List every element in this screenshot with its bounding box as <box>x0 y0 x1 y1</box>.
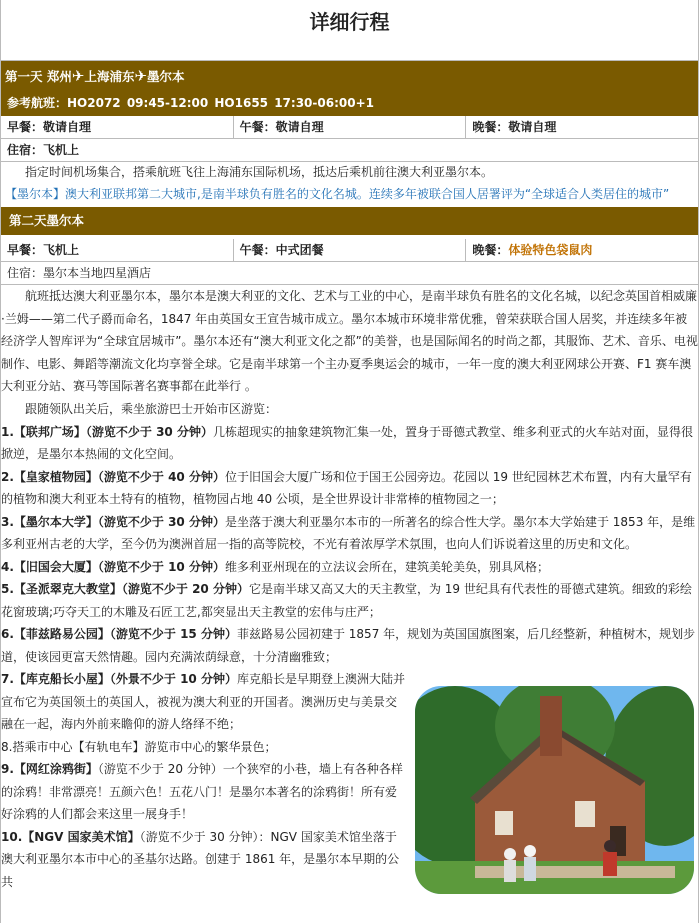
flight-info: 参考航班：HO2072 09:45-12:00 HO1655 17:30-06:00+1 <box>1 91 698 116</box>
list-item: 10.【NGV 国家美术馆】（游览不少于 30 分钟）：NGV 国家美术馆坐落于澳大利亚墨尔本市中心的圣基尔达路。创建于 1861 年，是墨尔本早期的公共 <box>1 829 400 889</box>
day2-dinner-value: 体验特色袋鼠肉 <box>508 243 593 257</box>
cottage-photo <box>415 686 694 894</box>
list-item: 2.【皇家植物园】（游览不少于 40 分钟）位于旧国会大厦广场和位于国王公园旁边。花园以 19 世纪园林艺术布置，内有大量罕有的植物和澳大利亚本土特有的植物，植物园占地 40 公顷，是全世界设计非常棒的植物园之一； <box>1 469 692 507</box>
list-item: 7.【库克船长小屋】（外景不少于 10 分钟）库克船长是早期登上澳洲大陆并宣布它为英国领土的英国人，被视为澳大利亚的开国者。澳洲历史与美景交融在一起，海内外前来瞻仰的游人络绎不绝； <box>1 672 405 732</box>
day1-stay: 住宿：飞机上 <box>1 139 698 162</box>
day2-header: 第二天墨尔本 <box>1 207 698 235</box>
day1-description: 指定时间机场集合，搭乘航班飞往上海浦东国际机场，抵达后乘机前往澳大利亚墨尔本。 <box>25 165 494 179</box>
list-item: 4.【旧国会大厦】（游览不少于 10 分钟）维多利亚州现在的立法议会所在，建筑美轮美奂，别具风格； <box>1 559 549 574</box>
day2-lead: 跟随领队出关后，乘坐旅游巴士开始市区游览： <box>25 401 278 416</box>
day2-dinner <box>466 239 698 261</box>
day2-breakfast: 早餐：飞机上 <box>1 239 234 261</box>
day2-intro: 航班抵达澳大利亚墨尔本，墨尔本是澳大利亚的文化、艺术与工业的中心，是南半球负有胜名的文化名城，以纪念英国首相威廉·兰姆——第二代子爵而命名，1847 年由英国女王宣告城市成立。墨尔本城市环境非常优雅，曾荣获联合国人居奖，并连续多年被经济学人智库评为“全球宜居城市”。墨尔本还有“澳大利亚文化之都”的美誉，也是国际闻名的时尚之都，其服饰、艺术、音乐、电视制作、电影、舞蹈等潮流文化均享誉全球。它是南半球第一个主办夏季奥运会的城市，一年一度的澳大利亚网球公开赛、F1 赛车澳大利亚分站、赛马等国际著名赛事都在此举行 。 <box>1 289 698 394</box>
list-item: 3.【墨尔本大学】（游览不少于 30 分钟）是坐落于澳大利亚墨尔本市的一所著名的综合性大学。墨尔本大学始建于 1853 年，是维多利亚州古老的大学，至今仍为澳洲首屈一指的高等院校，不光有着浓厚学术氛围，也向人们诉说着这里的历史和文化。 <box>1 514 696 552</box>
page-title: 详细行程 <box>1 0 698 61</box>
list-item: 1.【联邦广场】（游览不少于 30 分钟）几栋超现实的抽象建筑物汇集一处，置身于哥德式教堂、维多利亚式的火车站对面，显得很掀逆，是墨尔本热闹的文化空间。 <box>1 424 693 462</box>
day1-dinner: 晚餐：敬请自理 <box>472 120 557 134</box>
plane-icon: ✈ <box>134 67 148 85</box>
day2-meals <box>1 239 698 262</box>
day1-header <box>1 61 698 91</box>
day1-breakfast: 早餐：敬请自理 <box>1 116 234 138</box>
list-item: 5.【圣派翠克大教堂】（游览不少于 20 分钟）它是南半球又高又大的天主教堂，为 19 世纪具有代表性的哥德式建筑。细致的彩绘花窗玻璃;巧夺天工的木雕及石匠工艺,都突显出天主教堂的宏伟与庄严； <box>1 582 692 619</box>
plane-icon: ✈ <box>71 67 85 85</box>
day1-lunch: 午餐：敬请自理 <box>234 116 467 138</box>
melbourne-note: 【墨尔本】澳大利亚联邦第二大城市,是南半球负有胜名的文化名城。连续多年被联合国人居署评为“全球适合人类居住的城市” <box>5 186 670 201</box>
day1-header-prefix: 第一天 郑州 <box>5 69 72 84</box>
day1-header-mid: 上海浦东 <box>84 69 135 84</box>
list-item: 8.搭乘市中心【有轨电车】游览市中心的繁华景色； <box>1 739 277 754</box>
day2-dinner-label: 晚餐： <box>472 243 509 257</box>
list-item: 9.【网红涂鸦街】（游览不少于 20 分钟）一个狭窄的小巷，墙上有各种各样的涂鸦！非常漂亮！五颜六色！五花八门！是墨尔本著名的涂鸦街！所有爱好涂鸦的人们都会来这里一展身手！ <box>1 762 403 822</box>
day2-lunch: 午餐：中式团餐 <box>234 239 467 261</box>
day2-stay: 住宿：墨尔本当地四星酒店 <box>1 262 698 285</box>
day1-header-end: 墨尔本 <box>147 69 185 84</box>
list-item: 6.【菲兹路易公园】（游览不少于 15 分钟）菲兹路易公园初建于 1857 年，规划为英国国旗图案，后几经整新，种植树木，规划步道，使该园更富天然情趣。园内充满浓荫绿意，十分清幽雅致； <box>1 627 696 664</box>
day1-meals <box>1 116 698 139</box>
